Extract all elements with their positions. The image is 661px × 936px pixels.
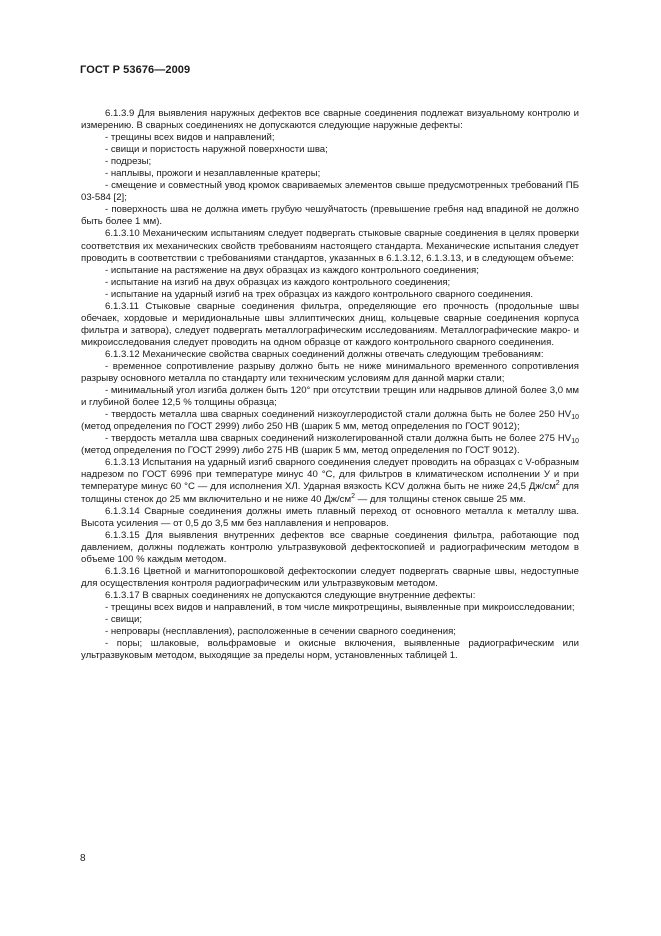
list-item: - непровары (несплавления), расположенные в сечении сварного соединения; — [105, 626, 456, 638]
hardness-subscript: 10 — [571, 414, 579, 422]
impact-text: для толщины стенок до 25 мм включительно и не ниже 40 Дж/см — [81, 481, 579, 505]
list-item: - минимальный угол изгиба должен быть 120° при отсутствии трещин или надрывов длиной более 3,0 мм и глубиной более 12,5 % толщины образца; — [81, 385, 579, 409]
list-item: - поры; шлаковые, вольфрамовые и окисные включения, выявленные радиографическим или ультразвуковым методом, выходящие за пределы норм, установленных таблицей 1. — [81, 638, 579, 662]
list-item: - испытание на растяжение на двух образцах из каждого контрольного соединения; — [105, 264, 479, 276]
hardness-subscript: 10 — [571, 438, 579, 446]
impact-text: 6.1.3.13 Испытания на ударный изгиб сварного соединения следует проводить на образцах с V-образным надрезом по ГОСТ 6996 при температуре минус 40 °С, для фильтров в климатическом исполнении У и при температуре минус 60 °С — для исполнения ХЛ. Ударная вязкость KCV должна быть не ниже 24,5 Дж/см — [81, 457, 579, 493]
list-item: - свищи; — [105, 613, 143, 625]
page-header-standard-id: ГОСТ Р 53676—2009 — [80, 64, 191, 76]
paragraph-6-1-3-17: 6.1.3.17 В сварных соединениях не допускаются следующие внутренние дефекты: — [105, 589, 476, 601]
list-item: - трещины всех видов и направлений, в том числе микротрещины, выявленные при микроисследовании; — [105, 601, 575, 613]
paragraph-6-1-3-13 — [81, 457, 579, 505]
hardness-text: - твердость металла шва сварных соединений низкоуглеродистой стали должна быть не более 250 HV — [105, 409, 572, 421]
list-item: - поверхность шва не должна иметь грубую чешуйчатость (превышение гребня над впадиной не должно быть более 1 мм). — [81, 204, 579, 228]
hardness-text: - твердость металла шва сварных соединений низколегированной стали должна быть не более 275 HV — [105, 433, 572, 445]
list-item-hardness-low-carbon — [81, 409, 579, 433]
impact-text: — для толщины стенок свыше 25 мм. — [354, 493, 526, 505]
paragraph-6-1-3-15: 6.1.3.15 Для выявления внутренних дефектов все сварные соединения фильтра, работающие под давлением, должны подлежать контролю ультразвуковой дефектоскопией и радиографическим методом в объеме 100 % каждым методом. — [81, 529, 579, 565]
paragraph-6-1-3-14: 6.1.3.14 Сварные соединения должны иметь плавный переход от основного металла к металлу шва. Высота усиления — от 0,5 до 3,5 мм без наплавления и непроваров. — [81, 505, 579, 529]
list-item: - наплывы, прожоги и незаплавленные кратеры; — [105, 168, 321, 180]
list-item-hardness-low-alloy — [81, 433, 579, 457]
paragraph-6-1-3-12: 6.1.3.12 Механические свойства сварных соединений должны отвечать следующим требованиям: — [105, 348, 544, 360]
superscript: 2 — [351, 492, 355, 500]
list-item: - испытание на ударный изгиб на трех образцах из каждого контрольного сварного соединения. — [105, 288, 534, 300]
hardness-text: (метод определения по ГОСТ 2999) либо 250 HB (шарик 5 мм, метод определения по ГОСТ 9012); — [81, 421, 520, 433]
list-item: - смещение и совместный увод кромок свариваемых элементов свыше предусмотренных требований ПБ 03-584 [2]; — [81, 180, 579, 204]
page-number: 8 — [80, 853, 86, 864]
list-item: - свищи и пористость наружной поверхности шва; — [105, 144, 328, 156]
document-body — [81, 108, 579, 662]
paragraph-6-1-3-9: 6.1.3.9 Для выявления наружных дефектов все сварные соединения подлежат визуальному контролю и измерению. В сварных соединениях не допускаются следующие наружные дефекты: — [81, 108, 579, 132]
hardness-text: (метод определения по ГОСТ 2999) либо 275 HB (шарик 5 мм, метод определения по ГОСТ 9012). — [81, 445, 520, 457]
paragraph-6-1-3-10: 6.1.3.10 Механическим испытаниям следует подвергать стыковые сварные соединения в целях проверки соответствия их механических свойств требованиям настоящего стандарта. Механические испытания следует проводить в соответствии с требованиями стандартов, указанных в 6.1.3.12, 6.1.3.13, и в следующем объеме: — [81, 228, 579, 264]
list-item: - испытание на изгиб на двух образцах из каждого контрольного соединения; — [105, 276, 451, 288]
list-item: - трещины всех видов и направлений; — [105, 132, 275, 144]
paragraph-6-1-3-11: 6.1.3.11 Стыковые сварные соединения фильтра, определяющие его прочность (продольные швы обечаек, хордовые и меридиональные швы эллиптических днищ, кольцевые сварные соединения корпуса фильтра и затвора), следует подвергать металлографическим исследованиям. Металлографические макро- и микроисследования следует проводить на одном образце от каждого контрольного сварного соединения. — [81, 300, 579, 348]
superscript: 2 — [555, 480, 560, 488]
list-item: - подрезы; — [105, 156, 152, 168]
list-item: - временное сопротивление разрыву должно быть не ниже минимального временного сопротивления разрыву основного металла по стандарту или техническим условиям для данной марки стали; — [81, 360, 579, 385]
paragraph-6-1-3-16: 6.1.3.16 Цветной и магнитопорошковой дефектоскопии следует подвергать сварные швы, недоступные для осуществления контроля радиографическим или ультразвуковым методом. — [81, 565, 579, 589]
